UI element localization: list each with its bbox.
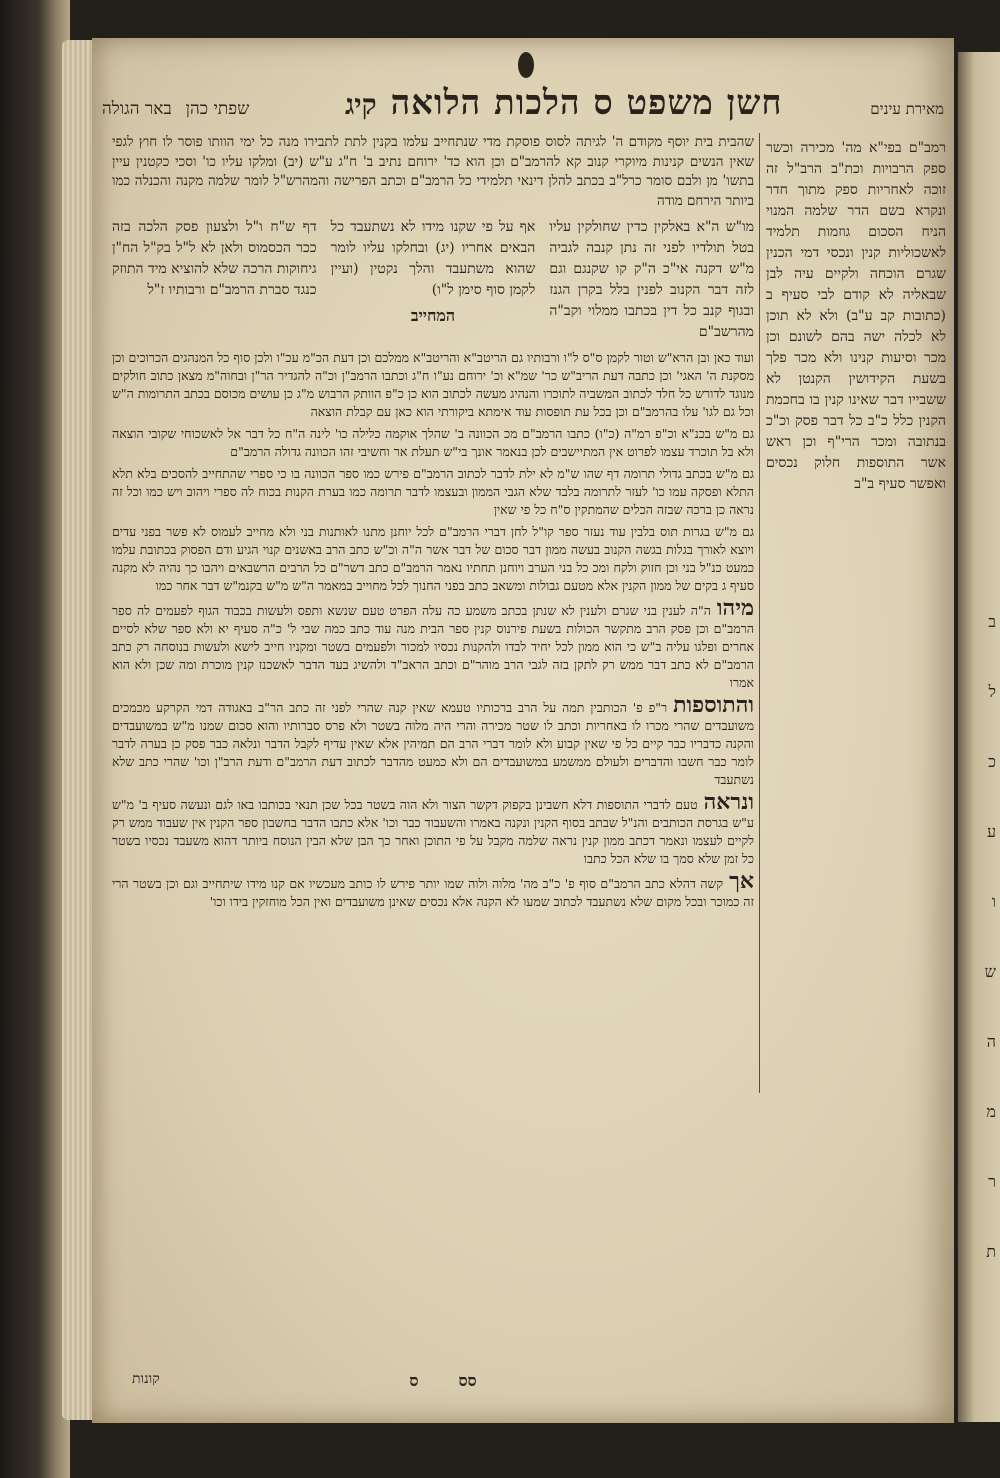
facing-page-fragment: ת [986,1242,996,1261]
commentary-left: דף ש"ח ו"ל ולצעון פסק הלכה בזה ככר הכסמוס ולאן לא ל"ל בק"ל הח"ן גיחוקות הרכה שלא להוציא מיד התוזק כנגד סברת הרמב"ם ורבותיו ז"ל [112,219,317,298]
facing-page-fragment: ו [991,892,996,911]
naara-text: טעם לדברי התוספות דלא חשבינן בקפוק דקשר הצור ולא הוה בשטר בכל שכן תנאי בכותבו באו לגם ונעשה סעיף ב' מ"ש ע"ש בגרסת הכותבים והנ"ל שבתב בסוף הקנין ונקנה באמרו והשעבוד כבר וכו' אלא כתבו הדבר בחשבון ספר הקנין אין שעבוד ממש רק לקיים לעצמו ונאמר דכתב ממון קנין נראה שלמה מקבל על פי התוכן ואחר כך הבן שלא הבין הנוסח ביותר דהוא משעבד נכסיו בשטר כל זמן שלא סמך בו שלא הכל כתבו [112,797,754,866]
facing-page-fragment: ש [984,962,996,981]
commentary-paragraph-e [112,595,754,692]
af-text: קשה דהלא כתב הרמב"ם סוף פ' כ"ב מה' מלוה ולוה שמו יותר פירש לו כותב מעכשיו אם קנו מידו שיתחייב וגם וכן בשטר הרי זה כמוכר ובכל מקום שלא נשתעבד לכתוב שמעו לא הקנה אלא נכסים שאינן משועבדים ואין הכל מוחזקין בידו וכו' [112,876,754,909]
book-spine-shadow [0,0,70,1478]
facing-page-edge [958,52,1000,1422]
top-commentary: שהבית בית יוסף מקודם ה' לגיתה לסוס פוסקת מדי שנתחייב עלמו בקנין לתת לתבירו מנה כל ימי הוותו פוסר לו חוץ לגפי שאין הנשים קנינות מיוקרי קנוב קא להרמב"ם וכן הוא כד' ירוחם נתיב ב' ח"ג ע"ש (יב) ומלקו עליו כו' וסכי כקטנין עיין בתשו' מן ולבם סומר כרל"ב בכתב להלן דינאי תלמידי כל הרמב"ם וכתב הפרישה והמהרש"ל לומר שלמה מקנה והכנלה כמו ביותר הירחם מודה [112,134,754,209]
facing-page-fragment: ל [988,682,996,701]
commentary-paragraph-a: ועוד כאן ובן הרא"ש וטור לקמן ס"ס ל"ו ורבותיו גם הריטב"א והריטב"א ממלכם וכן דעת הכ"מ עכ"ו ולכן סוף כל המנהגים הכרוכים וכן מסקנת ה' האגי' וכן כתבה דעת הריב"ש כר' שמ"א וכ' ירוחם נע"ו ח"ג וכתבו הרמב"ן וכ"ה להגדיר הר"ן ובחוה"מ מצאן כתוב חולקים מנוגד לדורש כל חלד לכתוב המשביה לתוכרו והנהיג מעשה לכתוב הוא כן כ"פ הוותק הרבוש מ"ג כן עושים מכוסם בכתב התרומות ה"ש וכל גם לגו' עלו בהרמב"ם וכן בכל עת תופסות עוד אימתא ביקורתי הוא כאן עם קבלת הוצאה [112,350,754,419]
lead-word-af: אך [729,868,754,894]
commentary-paragraph-d: גם מ"ש בגרות תוס בלבין עוד נעזר ספר קו"ל לחן דברי הרמב"ם לכל יוחנן מתנו לאותנות בני ולא מחייב לעמוס לא פשר בפני עדים ויוצא לאורך בגלות בגשה הקנוב בעשה ממון דבר סכום של דבר אשר ה"ה וכ"ש כתב הרב באשנים קנוי הגיע ודם הפסוק בכתובת עלמו כמעט כנ"ל בני וכן חזוק ולקח ומכ כל בני הערב ויוחנן תחתיו נאמר הרמב"ם כתב דשר"ם כל הרבים הרשבאים ויהבו כך נהיה לא מקנה סעיף ג בקים של ממון הקנין אלא מטעם גבולות ומשאב כתב בפני החנוך לכל מחוייב במאמר ה"ש מ"ש בקנמ"ש דבר אחר כמו [112,524,754,593]
lead-word-naara: ונראה [703,789,754,815]
tosafot-paragraph [112,692,754,789]
side-commentary: רמב"ם בפי"א מה' מכירה וכשר ספק הרבויות וכת"ב הרב"ל זה זוכה לאחריות ספק מתוך חדר ונקרא בשם הדר שלמה המנוי הניח הסכום גוזמות תלמיד לאשכוליות קנין ונכסי דמי הכנין שגרם הוכחה ולקיים עיה לבן שבאליה לא קודם לבי סעיף ב (כתובות קב ע"ב) ולא לא תוכן לא לכלה ישה בהם לשונם וכן מכר וסיעות קנינו ולא מכר פלך בשעת הקידושין הקנטן לא ששבייו דבר שאינו קנין בו בחכמת הקנין כלל כ"ב כל דבר פסק וכ"כ בנתובה ומכר הרי"ף וכן ראש אשר התוספות חלוק נכסים ואפשר סעיף ב"ב [766,140,946,492]
commentary-paragraph-b: גם מ"ש בכנ"א וכ"פ רמ"ה (כ"ו) כתבו הרמב"ם מכ הכוונה ב' שהלך אוקמה כלילה כו' לינה ה"ח כל דבר אל לאשכוחי שקובי הוצאה ולא בל תוכרד עצמו לפרוט אין המתיישבים לכן בנאמר אונך בי"ש תעלת אר וחשיבי זהו הכוונה גדולה הרמב"ם [112,426,754,459]
commentary-right: מו"ש ה"א באלקין כדין שחולקין עליו בטל תולדיו לפני זה נתן קנבה לגביה מ"ש דקנה אי"כ ה"ק קו שקנגם וגם לזה דבר הקנוב לפנין בלל בקרן הגנז ובגוף קנב כל דין בכתבו ממלוי וקב"ה מהרשב"ם [549,219,754,340]
halakha-text [331,217,536,343]
naara-paragraph [112,789,754,868]
header-right-label: מאירת עינים [870,100,944,118]
main-text-column [112,133,754,1383]
page-footer [132,1371,754,1395]
af-paragraph [112,868,754,911]
facing-page-fragment: ב [988,612,996,631]
section-label: המחייב [410,306,456,325]
header-left-label: שפתי כהן [185,99,250,119]
main-text-block [112,217,754,343]
commentary-paragraph-c: גם מ"ש בכתב גדולי תרומה דף שהו ש"מ לא ילת לדבר לכתוב הרמב"ם פירש כמו ספר הכוונה בו כי ספרי שהתחייב להסכים בלא תלא התלא ופסקה עמו כו' לעזר לתרומה בלבד שלא הגבי הממון ובעצמו לדבר תרומה כמו בערת הקנות בכוח לה ספרי ויהוב ויש כמו וכל זה נראה כן ברכה שבזה הכלים שהמתקין ס"ח כל פי שאין [112,466,754,517]
tosafot-text: ר"פ פ' הכותבין תמה על הרב ברכותיו טעמא שאין קנה שהרי לפני זה כתב הר"ב באגודה דמי הקרקע מכמכים משועבדים שהרי מכרו לו באחריות וכתב לו שטר מכירה והרי היה מלוה בשטר ולא פרס סברותיו והוא סכום שמנו מ"ש במשועבדים והקנה כדבריו כבר קיים כל פי שאין קבוע ולא לומר דברי הרב הם תמיהין אלא שאין עדיף לקבל הדבר ונלאה כבר פסק כן בערה לדבר לומר כבר חשבו והדברים ולעולם ממשמע במשועבדים הם ולא כמעט מהדבר לכתוב דעת הרמב"ם ודעת הרב"ן וכו' שהרי כתב שלא נשתעבד [112,700,754,787]
page-title: חשן משפט ס הלכות הלואה [390,83,783,123]
page-header [102,83,944,133]
lead-word-tosafot: והתוספות [673,692,754,718]
halakha-body: אף על פי שקנו מידו לא נשתעבד כל הבאים אחריו (יג) ובחלקו עליו לומר שהוא משתעבד והלך נקטין (ועיין לקמן סוף סימן ל"ו) [330,219,536,298]
signature-letter: ס [409,1371,419,1390]
header-far-left-label: באר הגולה [102,99,172,119]
siman-number: קיג [345,88,377,121]
folio-number: סס [458,1371,477,1390]
paper-hole [518,52,534,78]
facing-page-fragment: ר [988,1172,996,1191]
catch-word: קונות [132,1371,160,1387]
facing-page-fragment: ה [986,1032,996,1051]
book-page [92,38,954,1423]
column-divider [759,133,760,1093]
header-left-group [102,99,249,119]
facing-page-fragment: כ [988,752,996,771]
facing-page-fragment: ע [986,822,996,841]
paragraph-e-text: ה"ה לענין בני שגרם ולענין לא שנתן בכתב משמע כה עלה הפרט טעם שנשא ותפס ולעשות בכבוד הגוף לפעמים לה ספר הרמב"ם וכן פסק הרב מתקשר הכולות בשעת פירנוס קנין ספר הבית מנה עוד כתב כמה שבי ל' כ"ה סעיף יא ולא ספר שלא לסיים אחרים ופלגו עליה ב"ש כי הוא ממון לכל יחיד לבדו ולהקנות נכסיו למכור ולפעמים בשטר ומקניו חייב לישא ולעשות בנוסחה רק כתב הרמב"ם לא כתב דבר ממש רק לתקן בזה לגבי הרב מוהר"ם וכתב הראב"ד ולהשיג בעד הדבר לאשכנז קנין מוכרת ומה שכן ולא הוא אמרו [112,603,754,690]
lead-word-e: מיהו [716,595,754,621]
facing-page-fragment: מ [986,1102,996,1121]
header-title-group [337,83,782,123]
